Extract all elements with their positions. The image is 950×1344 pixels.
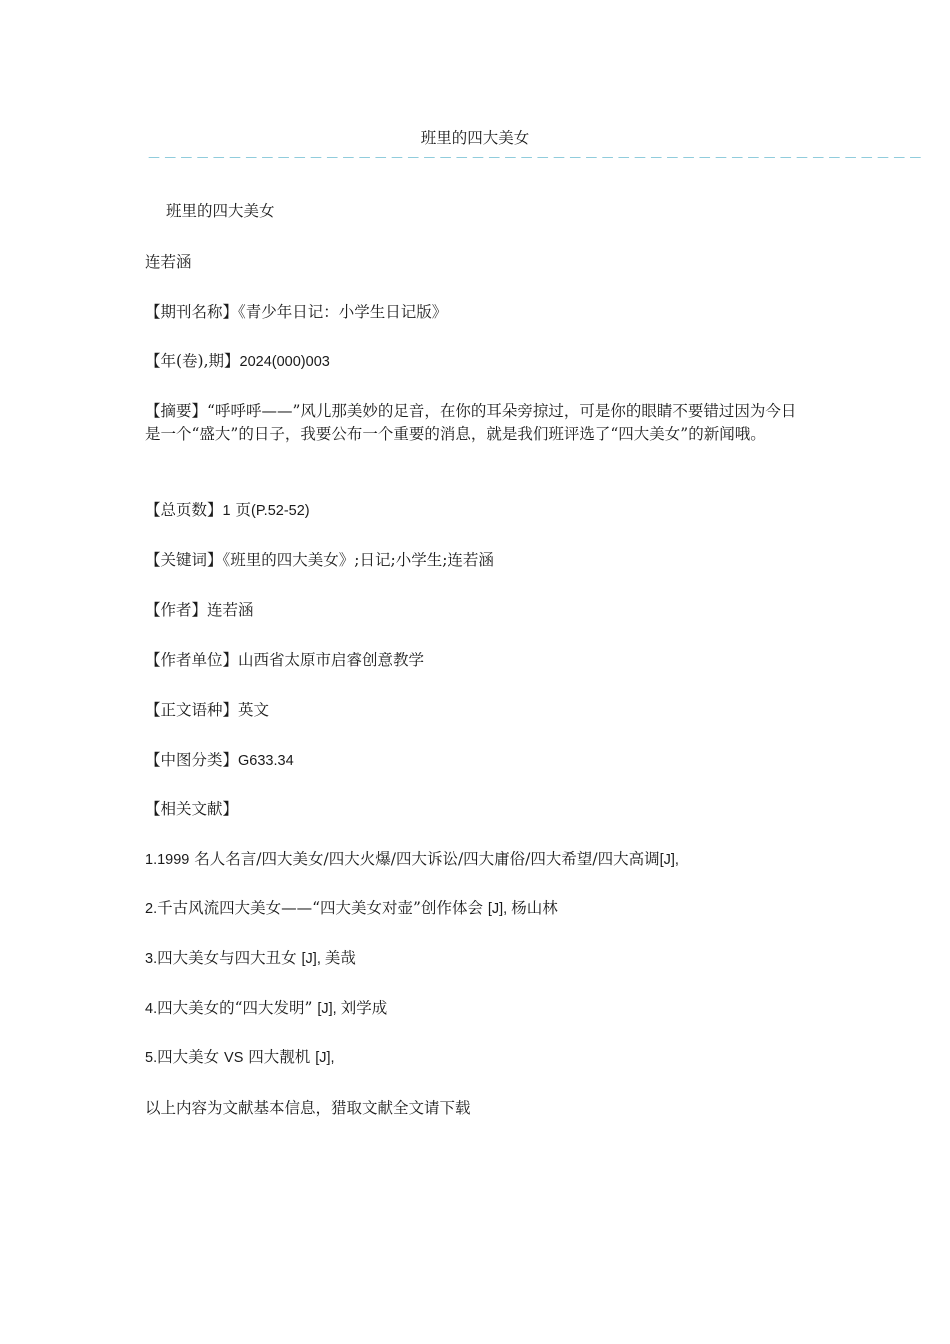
field-pages-label: 【总页数】 bbox=[145, 501, 223, 519]
reference-item bbox=[145, 848, 810, 872]
field-author-label: 【作者】 bbox=[145, 601, 208, 619]
field-abstract-label: 【摘要】 bbox=[145, 402, 208, 420]
reference-number: 1.1999 bbox=[145, 852, 190, 868]
field-clc-value: G633.34 bbox=[238, 753, 294, 769]
field-keywords bbox=[145, 549, 810, 572]
field-keywords-value: 《班里的四大美女》;日记;小学生;连若涵 bbox=[222, 551, 494, 569]
field-affiliation-label: 【作者单位】 bbox=[145, 651, 239, 669]
reference-tag: [J], bbox=[659, 852, 679, 868]
reference-author: 杨山林 bbox=[511, 899, 558, 917]
reference-tag: [J], bbox=[317, 1001, 341, 1017]
field-author-value: 连若涵 bbox=[207, 601, 254, 619]
reference-title: 千古风流四大美女——“四大美女对壶”创作体会 bbox=[157, 899, 488, 917]
reference-author: 美哉 bbox=[324, 949, 356, 967]
reference-item bbox=[145, 897, 810, 921]
reference-item bbox=[145, 1046, 810, 1070]
reference-number: 3. bbox=[145, 951, 158, 967]
field-pages-range: (P.52-52) bbox=[251, 503, 310, 519]
field-clc bbox=[145, 749, 810, 773]
field-affiliation-value: 山西省太原市启睿创意教学 bbox=[238, 651, 425, 669]
reference-item bbox=[145, 997, 810, 1021]
field-language bbox=[145, 699, 810, 722]
field-issue-value: 2024(000)003 bbox=[239, 354, 330, 370]
references-heading: 【相关文献】 bbox=[145, 800, 239, 818]
field-language-value: 英文 bbox=[238, 701, 270, 719]
field-keywords-label: 【关键词】 bbox=[145, 551, 223, 569]
document-header-title: 班里的四大美女 bbox=[420, 129, 530, 147]
field-affiliation bbox=[145, 649, 810, 672]
reference-title: 名人名言/四大美女/四大火爆/四大诉讼/四大庸俗/四大希望/四大高调 bbox=[189, 850, 660, 868]
field-language-label: 【正文语种】 bbox=[145, 701, 239, 719]
field-journal bbox=[145, 301, 810, 324]
field-abstract bbox=[145, 400, 810, 446]
reference-number: 2. bbox=[145, 901, 158, 917]
field-pages-unit: 页 bbox=[230, 501, 252, 519]
reference-number: 5. bbox=[145, 1050, 158, 1066]
field-author bbox=[145, 599, 810, 622]
reference-number: 4. bbox=[145, 1001, 158, 1017]
article-title: 班里的四大美女 bbox=[166, 202, 275, 220]
field-pages bbox=[145, 499, 810, 523]
reference-item bbox=[145, 947, 810, 971]
dashed-divider: －－－－－－－－－－－－－－－－－－－－－－－－－－－－－－－－－－－－－－－－－－－－－－－－ bbox=[147, 151, 925, 167]
author-line: 连若涵 bbox=[145, 253, 192, 271]
reference-title: 四大美女的“四大发明” bbox=[157, 999, 318, 1017]
reference-title-2: 四大靓机 bbox=[243, 1048, 316, 1066]
reference-author: 刘学成 bbox=[340, 999, 388, 1017]
reference-title: 四大美女 bbox=[157, 1048, 225, 1066]
field-issue bbox=[145, 350, 810, 374]
field-journal-value: 《青少年日记：小学生日记版》 bbox=[238, 303, 448, 321]
field-issue-label: 【年(卷),期】 bbox=[145, 352, 240, 370]
field-journal-label: 【期刊名称】 bbox=[145, 303, 239, 321]
reference-tag: [J], bbox=[315, 1050, 335, 1066]
field-pages-num: 1 bbox=[222, 503, 231, 519]
footer-note: 以上内容为文献基本信息，猎取文献全文请下载 bbox=[145, 1099, 471, 1117]
field-abstract-value: “呼呼呼——”风儿那美妙的足音，在你的耳朵旁掠过，可是你的眼睛不要错过因为今日是一个“盛大”的日子，我要公布一个重要的消息，就是我们班评选了“四大美女”的新闻哦。 bbox=[145, 402, 797, 443]
reference-title: 四大美女与四大丑女 bbox=[157, 949, 302, 967]
reference-tag: [J], bbox=[301, 951, 325, 967]
field-clc-label: 【中图分类】 bbox=[145, 751, 239, 769]
reference-tag: [J], bbox=[487, 901, 512, 917]
reference-vs: VS bbox=[224, 1050, 244, 1066]
